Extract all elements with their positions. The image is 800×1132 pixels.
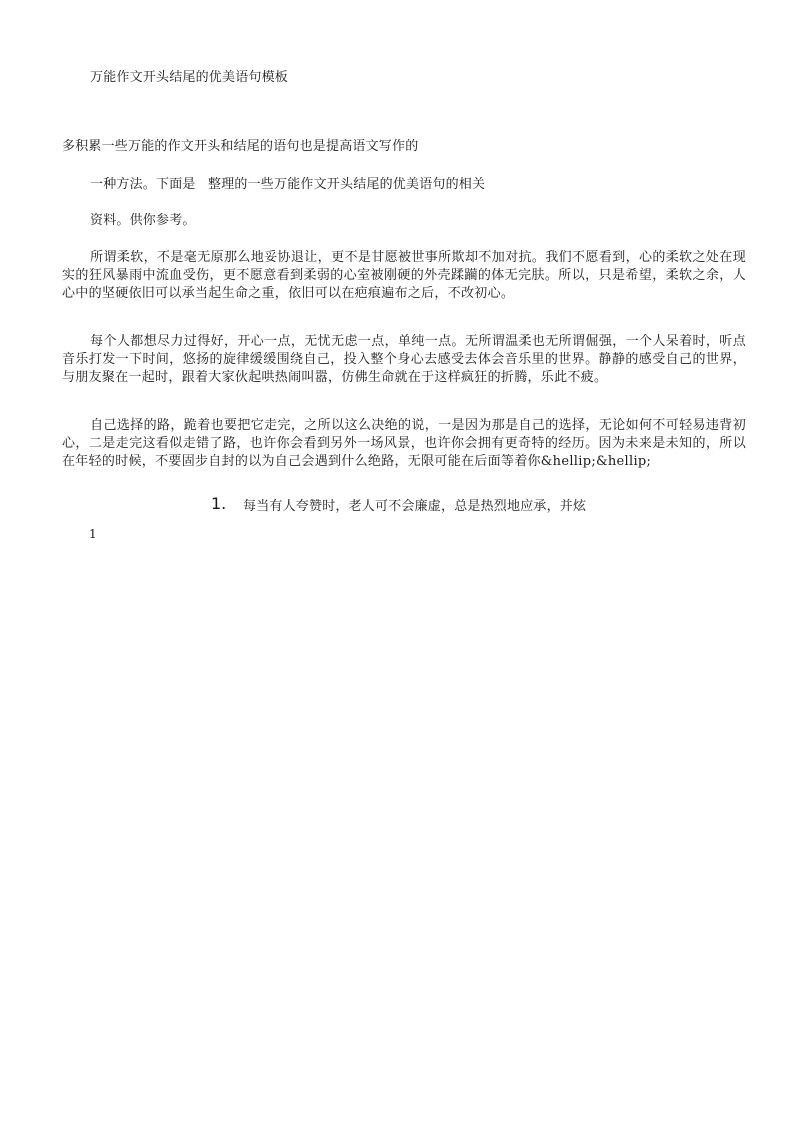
paragraph-chosen-path <box>62 417 746 471</box>
paragraph-living-well <box>62 333 746 387</box>
list-item-number: 1. <box>211 494 227 513</box>
list-item-text: 每当有人夸赞时，老人可不会廉虚，总是热烈地应承，并炫 <box>243 499 587 514</box>
paragraph-softness <box>62 249 746 303</box>
paragraph-living-well-text: 每个人都想尽力过得好，开心一点，无忧无虑一点，单纯一点。无所谓温柔也无所谓倔强，一个人呆着时，听点音乐打发一下时间，悠扬的旋律缓缓围绕自己，投入整个身心去感受去体会音乐里的世界。静静的感受自己的世界，与朋友聚在一起时，跟着大家伙起哄热闹叫嚣，仿佛生命就在于这样疯狂的折腾，乐此不疲。 <box>62 334 746 385</box>
intro-line-2-start: 一种方法。下面是 <box>90 177 196 192</box>
paragraph-chosen-path-text: 自己选择的路，跪着也要把它走完，之所以这么决绝的说，一是因为那是自己的选择，无论如何不可轻易违背初心，二是走完这看似走错了路，也许你会看到另外一场风景，也许你会拥有更奇特的经历。因为未来是未知的，所以在年轻的时候，不要固步自封的以为自己会遇到什么绝路，无限可能在后面等着你&hellip;&hellip; <box>62 418 746 469</box>
page-number: 1 <box>89 527 97 541</box>
document-title: 万能作文开头结尾的优美语句模板 <box>90 70 289 85</box>
intro-line-1: 多积累一些万能的作文开头和结尾的语句也是提高语文写作的 <box>62 139 419 154</box>
intro-line-3: 资料。供你参考。 <box>90 213 196 228</box>
intro-line-2-end: 整理的一些万能作文开头结尾的优美语句的相关 <box>208 177 486 192</box>
paragraph-softness-text: 所谓柔软，不是毫无原那么地妥协退让，更不是甘愿被世事所欺却不加对抗。我们不愿看到，心的柔软之处在现实的狂风暴雨中流血受伤，更不愿意看到柔弱的心室被刚硬的外壳蹂躏的体无完肤。所以，只是希望，柔软之余，人心中的坚硬依旧可以承当起生命之重，依旧可以在疤痕遍布之后，不改初心。 <box>62 250 746 301</box>
